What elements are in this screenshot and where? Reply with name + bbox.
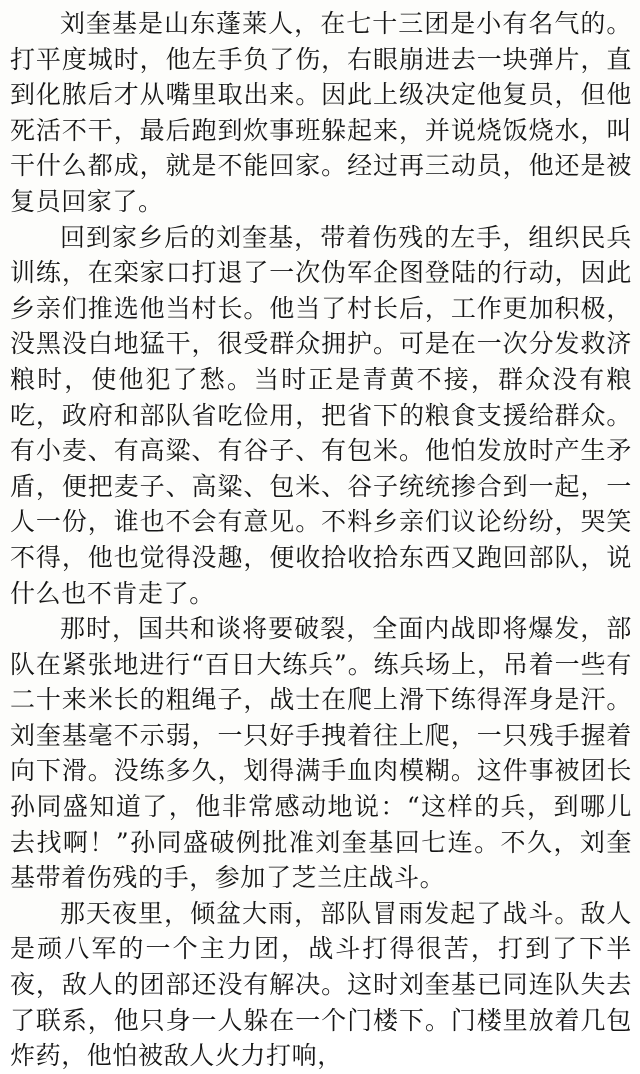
paragraph-4: 那天夜里，倾盆大雨，部队冒雨发起了战斗。敌人是顽八军的一个主力团，战斗打得很苦，打到了下半夜，敌人的团部还没有解决。这时刘奎基已同连队失去了联系，他只身一人躲在一个门楼下。门楼里放着几包炸药，他怕被敌人火力打响，	[10, 898, 632, 1071]
paragraph-3: 那时，国共和谈将要破裂，全面内战即将爆发，部队在紧张地进行“百日大练兵”。练兵场上，吊着一些有二十来米长的粗绳子，战士在爬上滑下练得浑身是汗。刘奎基毫不示弱，一只好手拽着往上爬，一只残手握着向下滑。没练多久，划得满手血肉模糊。这件事被团长孙同盛知道了，他非常感动地说：“这样的兵，到哪儿去找啊！”孙同盛破例批准刘奎基回七连。不久，刘奎基带着伤残的手，参加了芝兰庄战斗。	[10, 614, 632, 893]
paragraph-1: 刘奎基是山东蓬莱人，在七十三团是小有名气的。打平度城时，他左手负了伤，右眼崩进去一块弹片，直到化脓后才从嘴里取出来。因此上级决定他复员，但他死活不干，最后跑到炊事班躲起来，并说烧饭烧水，叫干什么都成，就是不能回家。经过再三动员，他还是被复员回家了。	[10, 9, 632, 216]
paragraph-2: 回到家乡后的刘奎基，带着伤残的左手，组织民兵训练，在栾家口打退了一次伪军企图登陆的行动，因此乡亲们推选他当村长。他当了村长后，工作更加积极，没黑没白地猛干，很受群众拥护。可是在一次分发救济粮时，使他犯了愁。当时正是青黄不接，群众没有粮吃，政府和部队省吃俭用，把省下的粮食支援给群众。有小麦、有高粱、有谷子、有包米。他怕发放时产生矛盾，便把麦子、高粱、包米、谷子统统掺合到一起，一人一份，谁也不会有意见。不料乡亲们议论纷纷，哭笑不得，他也觉得没趣，便收拾收拾东西又跑回部队，说什么也不肯走了。	[10, 222, 632, 608]
